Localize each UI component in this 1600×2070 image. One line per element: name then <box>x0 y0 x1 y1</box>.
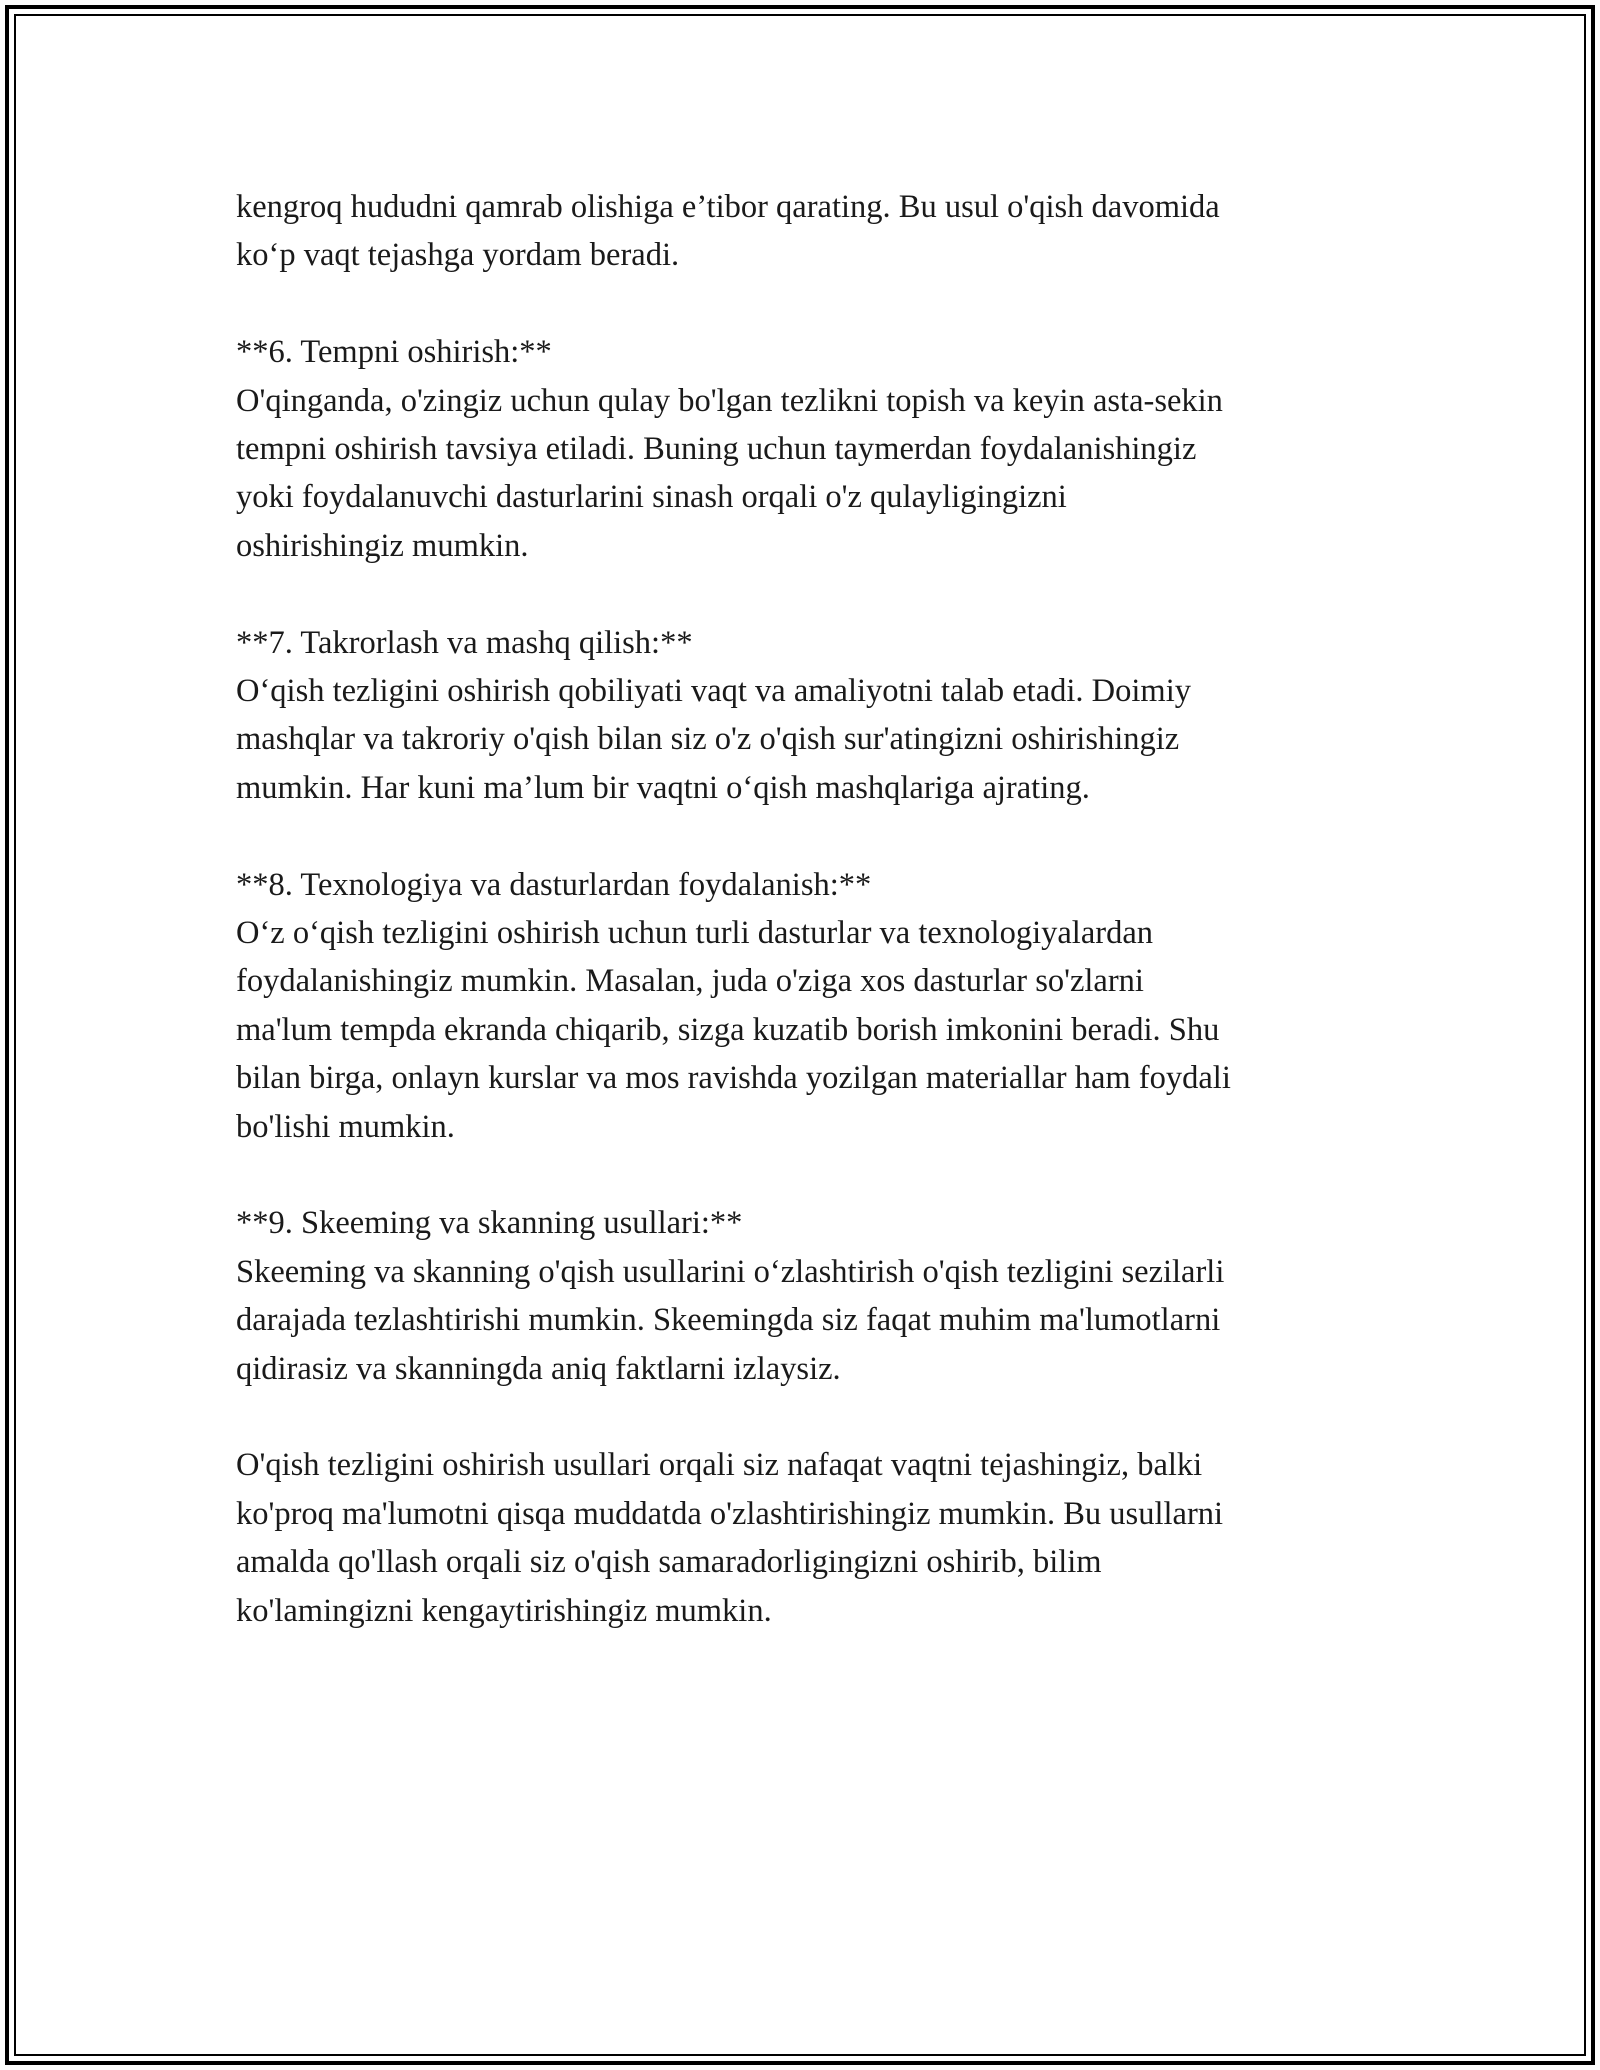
section-skimming-scanning <box>236 1199 1366 1393</box>
document-body <box>236 183 1366 1684</box>
text-line: yoki foydalanuvchi dasturlarini sinash orqali o'z qulayligingizni <box>236 479 1067 516</box>
text-line: qidirasiz va skanningda aniq faktlarni izlaysiz. <box>236 1350 841 1387</box>
section-heading: **6. Tempni oshirish:** <box>236 334 552 371</box>
text-line: O'qish tezligini oshirish usullari orqali siz nafaqat vaqtni tejashingiz, balki <box>236 1447 1203 1484</box>
text-line: O‘z o‘qish tezligini oshirish uchun turli dasturlar va texnologiyalardan <box>236 915 1153 952</box>
text-line: O'qinganda, o'zingiz uchun qulay bo'lgan tezlikni topish va keyin asta-sekin <box>236 382 1223 419</box>
text-line: tempni oshirish tavsiya etiladi. Buning uchun taymerdan foydalanishingiz <box>236 431 1197 468</box>
text-line: Skeeming va skanning o'qish usullarini o‘zlashtirish o'qish tezligini sezilarli <box>236 1253 1225 1290</box>
text-line: bilan birga, onlayn kurslar va mos ravishda yozilgan materiallar ham foydali <box>236 1060 1231 1097</box>
text-line: ko'lamingizni kengaytirishingiz mumkin. <box>236 1592 772 1629</box>
text-line: kengroq hududni qamrab olishiga e’tibor qarating. Bu usul o'qish davomida <box>236 189 1220 225</box>
text-line: O‘qish tezligini oshirish qobiliyati vaqt va amaliyotni talab etadi. Doimiy <box>236 673 1191 710</box>
text-line: amalda qo'llash orqali siz o'qish samaradorligingizni oshirib, bilim <box>236 1544 1102 1581</box>
paragraph-conclusion <box>236 1441 1366 1635</box>
text-line: ma'lum tempda ekranda chiqarib, sizga kuzatib borish imkonini beradi. Shu <box>236 1011 1220 1048</box>
text-line: foydalanishingiz mumkin. Masalan, juda o'ziga xos dasturlar so'zlarni <box>236 963 1144 1000</box>
text-line: bo'lishi mumkin. <box>236 1108 455 1145</box>
text-line: oshirishingiz mumkin. <box>236 527 529 564</box>
section-technology <box>236 861 1366 1151</box>
section-practice <box>236 619 1366 813</box>
text-line: mashqlar va takroriy o'qish bilan siz o'z o'qish sur'atingizni oshirishingiz <box>236 721 1180 758</box>
section-heading: **8. Texnologiya va dasturlardan foydalanish:** <box>236 866 872 903</box>
text-line: ko‘p vaqt tejashga yordam beradi. <box>236 237 680 274</box>
section-heading: **9. Skeeming va skanning usullari:** <box>236 1205 743 1242</box>
section-heading: **7. Takrorlash va mashq qilish:** <box>236 624 693 661</box>
text-line: mumkin. Har kuni ma’lum bir vaqtni o‘qish mashqlariga ajrating. <box>236 769 1090 806</box>
paragraph-continuation <box>236 183 1366 280</box>
section-tempo <box>236 328 1366 570</box>
text-line: darajada tezlashtirishi mumkin. Skeemingda siz faqat muhim ma'lumotlarni <box>236 1302 1221 1339</box>
text-line: ko'proq ma'lumotni qisqa muddatda o'zlashtirishingiz mumkin. Bu usullarni <box>236 1495 1224 1532</box>
